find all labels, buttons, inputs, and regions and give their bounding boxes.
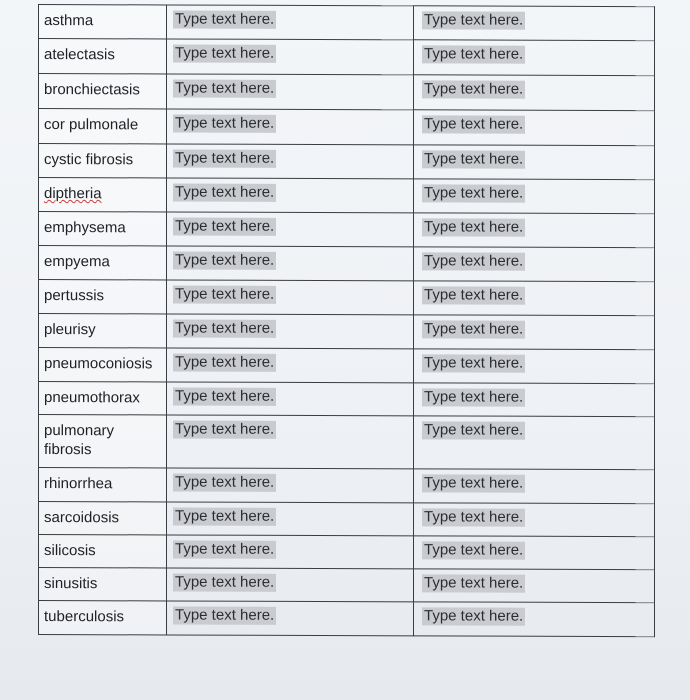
answer-cell-1[interactable] bbox=[167, 144, 414, 179]
answer-cell-1[interactable] bbox=[167, 468, 414, 503]
table-row bbox=[39, 382, 655, 417]
answer-cell-1[interactable] bbox=[167, 601, 414, 636]
answer-cell-2[interactable] bbox=[414, 469, 655, 504]
table-row bbox=[39, 535, 655, 570]
answer-cell-2[interactable] bbox=[414, 179, 655, 214]
term-label: diptheria bbox=[44, 185, 102, 203]
text-field-placeholder[interactable]: Type text here. bbox=[175, 251, 275, 269]
table-row bbox=[39, 109, 655, 146]
text-field-placeholder[interactable]: Type text here. bbox=[175, 507, 275, 525]
term-cell bbox=[39, 601, 167, 635]
answer-cell-1[interactable] bbox=[167, 5, 414, 40]
answer-cell-1[interactable] bbox=[167, 382, 414, 416]
text-field-placeholder[interactable]: Type text here. bbox=[175, 217, 275, 235]
term-label: tuberculosis bbox=[44, 608, 125, 626]
table-row bbox=[39, 502, 655, 537]
table-row bbox=[39, 246, 655, 282]
term-label: atelectasis bbox=[44, 46, 115, 64]
table-row bbox=[39, 280, 655, 316]
table-row bbox=[39, 468, 655, 504]
term-label: pulmonary fibrosis bbox=[44, 422, 115, 459]
term-label: silicosis bbox=[44, 542, 96, 560]
term-cell bbox=[39, 535, 167, 568]
text-field-placeholder[interactable]: Type text here. bbox=[424, 218, 524, 236]
text-field-placeholder[interactable]: Type text here. bbox=[175, 44, 275, 62]
term-cell bbox=[39, 502, 167, 535]
answer-cell-2[interactable] bbox=[414, 213, 655, 248]
text-field-placeholder[interactable]: Type text here. bbox=[424, 508, 524, 526]
table-row bbox=[39, 144, 655, 180]
term-cell bbox=[39, 382, 167, 415]
terms-table-body bbox=[39, 5, 655, 637]
text-field-placeholder[interactable]: Type text here. bbox=[424, 150, 524, 168]
term-label: sinusitis bbox=[44, 575, 98, 593]
text-field-placeholder[interactable]: Type text here. bbox=[175, 387, 275, 405]
text-field-placeholder[interactable]: Type text here. bbox=[175, 10, 275, 28]
table-row bbox=[39, 314, 655, 350]
text-field-placeholder[interactable]: Type text here. bbox=[424, 421, 524, 439]
text-field-placeholder[interactable]: Type text here. bbox=[424, 574, 524, 592]
text-field-placeholder[interactable]: Type text here. bbox=[424, 80, 524, 98]
answer-cell-2[interactable] bbox=[414, 503, 655, 537]
term-cell bbox=[39, 144, 167, 178]
table-row bbox=[39, 568, 655, 603]
answer-cell-1[interactable] bbox=[167, 212, 414, 247]
term-cell bbox=[39, 348, 167, 382]
text-field-placeholder[interactable]: Type text here. bbox=[424, 11, 524, 29]
answer-cell-2[interactable] bbox=[414, 281, 655, 316]
text-field-placeholder[interactable]: Type text here. bbox=[175, 319, 275, 337]
term-cell bbox=[39, 39, 167, 74]
answer-cell-2[interactable] bbox=[414, 383, 655, 417]
text-field-placeholder[interactable]: Type text here. bbox=[424, 607, 524, 625]
term-label: pertussis bbox=[44, 287, 105, 305]
table-row bbox=[39, 601, 655, 637]
answer-cell-1[interactable] bbox=[167, 109, 414, 145]
text-field-placeholder[interactable]: Type text here. bbox=[175, 285, 275, 303]
text-field-placeholder[interactable]: Type text here. bbox=[175, 183, 275, 201]
term-cell bbox=[39, 178, 167, 212]
term-label: pneumothorax bbox=[44, 389, 140, 407]
term-label: sarcoidosis bbox=[44, 509, 120, 527]
text-field-placeholder[interactable]: Type text here. bbox=[175, 473, 275, 491]
text-field-placeholder[interactable]: Type text here. bbox=[424, 115, 524, 133]
answer-cell-1[interactable] bbox=[167, 502, 414, 536]
term-cell bbox=[39, 468, 167, 502]
answer-cell-2[interactable] bbox=[414, 602, 655, 637]
term-cell bbox=[39, 109, 167, 144]
answer-cell-1[interactable] bbox=[167, 348, 414, 383]
text-field-placeholder[interactable]: Type text here. bbox=[424, 184, 524, 202]
text-field-placeholder[interactable]: Type text here. bbox=[175, 540, 275, 558]
term-label: empyema bbox=[44, 253, 110, 271]
term-cell bbox=[39, 415, 167, 468]
answer-cell-1[interactable] bbox=[167, 415, 414, 469]
term-label: cor pulmonale bbox=[44, 116, 139, 134]
term-cell bbox=[39, 280, 167, 314]
answer-cell-1[interactable] bbox=[167, 568, 414, 602]
text-field-placeholder[interactable]: Type text here. bbox=[424, 320, 524, 338]
answer-cell-2[interactable] bbox=[414, 6, 655, 41]
text-field-placeholder[interactable]: Type text here. bbox=[175, 420, 275, 438]
answer-cell-1[interactable] bbox=[167, 74, 414, 110]
term-label: pneumoconiosis bbox=[44, 355, 153, 373]
answer-cell-2[interactable] bbox=[414, 75, 655, 111]
text-field-placeholder[interactable]: Type text here. bbox=[175, 606, 275, 624]
answer-cell-1[interactable] bbox=[167, 314, 414, 349]
table-row bbox=[39, 348, 655, 384]
text-field-placeholder[interactable]: Type text here. bbox=[175, 573, 275, 591]
answer-cell-2[interactable] bbox=[414, 40, 655, 76]
text-field-placeholder[interactable]: Type text here. bbox=[424, 354, 524, 372]
term-label: cystic fibrosis bbox=[44, 151, 134, 169]
term-cell bbox=[39, 246, 167, 280]
text-field-placeholder[interactable]: Type text here. bbox=[424, 45, 524, 63]
table-row bbox=[39, 178, 655, 214]
text-field-placeholder[interactable]: Type text here. bbox=[424, 388, 524, 406]
answer-cell-2[interactable] bbox=[414, 569, 655, 603]
answer-cell-2[interactable] bbox=[414, 349, 655, 384]
term-label: bronchiectasis bbox=[44, 81, 140, 99]
term-cell bbox=[39, 5, 167, 39]
table-row bbox=[39, 39, 655, 76]
answer-cell-2[interactable] bbox=[414, 110, 655, 146]
term-label: emphysema bbox=[44, 219, 126, 237]
text-field-placeholder[interactable]: Type text here. bbox=[175, 114, 275, 132]
table-row bbox=[39, 415, 655, 470]
term-cell bbox=[39, 212, 167, 246]
table-row bbox=[39, 212, 655, 248]
answer-cell-2[interactable] bbox=[414, 416, 655, 470]
text-field-placeholder[interactable]: Type text here. bbox=[424, 541, 524, 559]
term-label: asthma bbox=[44, 12, 94, 30]
table-row bbox=[39, 74, 655, 111]
answer-cell-1[interactable] bbox=[167, 280, 414, 315]
answer-cell-2[interactable] bbox=[414, 315, 655, 350]
text-field-placeholder[interactable]: Type text here. bbox=[424, 286, 524, 304]
table-row bbox=[39, 5, 655, 41]
term-cell bbox=[39, 74, 167, 109]
term-cell bbox=[39, 314, 167, 348]
text-field-placeholder[interactable]: Type text here. bbox=[175, 149, 275, 167]
text-field-placeholder[interactable]: Type text here. bbox=[175, 79, 275, 97]
answer-cell-2[interactable] bbox=[414, 145, 655, 180]
answer-cell-1[interactable] bbox=[167, 178, 414, 213]
text-field-placeholder[interactable]: Type text here. bbox=[424, 252, 524, 270]
answer-cell-2[interactable] bbox=[414, 536, 655, 570]
answer-cell-1[interactable] bbox=[167, 535, 414, 569]
term-cell bbox=[39, 568, 167, 601]
term-label: rhinorrhea bbox=[44, 475, 113, 493]
answer-cell-2[interactable] bbox=[414, 247, 655, 282]
text-field-placeholder[interactable]: Type text here. bbox=[175, 353, 275, 371]
text-field-placeholder[interactable]: Type text here. bbox=[424, 474, 524, 492]
answer-cell-1[interactable] bbox=[167, 246, 414, 281]
term-label: pleurisy bbox=[44, 321, 96, 339]
terms-table bbox=[38, 4, 655, 637]
answer-cell-1[interactable] bbox=[167, 39, 414, 75]
